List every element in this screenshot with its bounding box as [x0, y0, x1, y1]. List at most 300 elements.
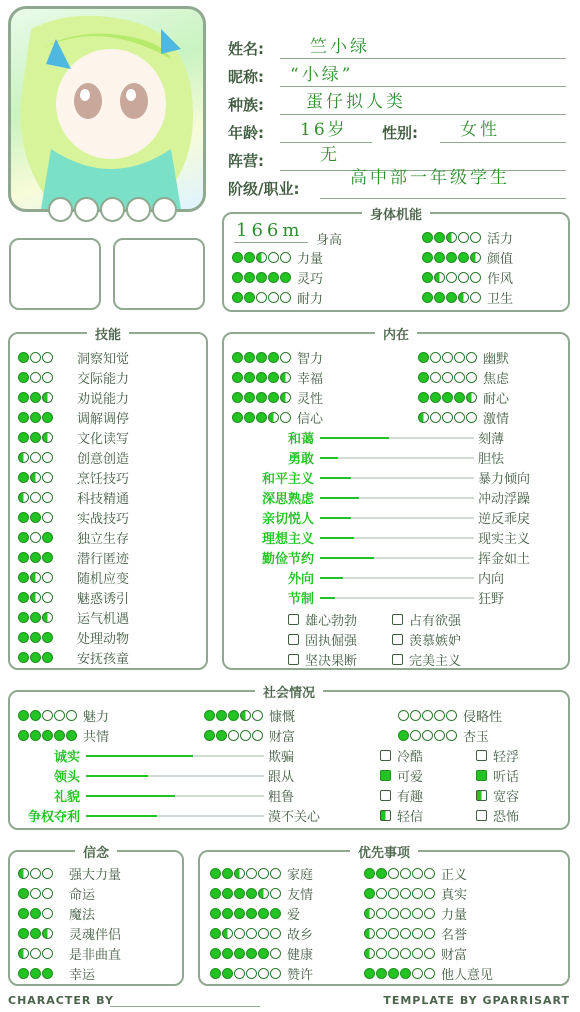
rating-dot — [222, 968, 233, 979]
rating-dot — [42, 472, 53, 483]
inner-slider-fill — [320, 437, 389, 439]
rating-dot — [376, 888, 387, 899]
inner-slider-track[interactable] — [320, 497, 474, 499]
rating-dots — [18, 412, 53, 423]
rating-dots — [18, 908, 53, 919]
rating-dot — [30, 928, 41, 939]
height-value: 166m — [236, 220, 304, 241]
rating-dot — [204, 710, 215, 721]
rating-dot — [42, 908, 53, 919]
rating-dot — [210, 868, 221, 879]
rating-dot — [18, 392, 29, 403]
inner-check[interactable] — [392, 610, 461, 629]
belief-item-label: 魔法 — [69, 908, 96, 923]
rating-dot — [30, 532, 41, 543]
rating-dot — [30, 612, 41, 623]
rating-dot — [30, 652, 41, 663]
rating-dot — [470, 272, 481, 283]
rating-dot — [470, 252, 481, 263]
rating-dot — [434, 232, 445, 243]
social-check[interactable] — [380, 766, 423, 785]
rating-dot — [244, 252, 255, 263]
social-check-label: 轻信 — [397, 810, 424, 825]
rating-dot — [364, 908, 375, 919]
character-portrait-image — [11, 9, 203, 209]
race-value: 蛋仔拟人类 — [306, 92, 406, 112]
rating-dot — [244, 352, 255, 363]
rating-dots — [18, 452, 53, 463]
checkbox-icon[interactable] — [380, 790, 391, 801]
social-slider-track[interactable] — [86, 755, 264, 757]
inner-check-label: 固执倔强 — [305, 634, 358, 649]
rating-dot — [268, 252, 279, 263]
inner-check[interactable] — [288, 610, 357, 629]
rating-dot — [232, 272, 243, 283]
skills-panel-title: 技能 — [87, 324, 129, 343]
social-slider-left-label: 礼貌 — [53, 790, 80, 805]
rating-dot — [268, 292, 279, 303]
rating-dot — [42, 572, 53, 583]
rating-dot — [244, 392, 255, 403]
rating-dot — [222, 868, 233, 879]
inner-slider-track[interactable] — [320, 437, 474, 439]
priority-left — [210, 884, 313, 903]
rating-dot — [234, 888, 245, 899]
rating-dot — [434, 292, 445, 303]
skill-item-label: 洞察知觉 — [77, 352, 130, 367]
rating-dot — [376, 948, 387, 959]
inner-check[interactable] — [392, 630, 461, 649]
rating-dot — [422, 292, 433, 303]
priority-right — [364, 924, 467, 943]
rating-dot — [412, 928, 423, 939]
rating-dots — [210, 968, 281, 979]
rating-dots — [18, 532, 53, 543]
rating-dot — [258, 868, 269, 879]
social-panel-title: 社会情况 — [255, 682, 323, 701]
priority-left-label: 友情 — [287, 888, 314, 903]
checkbox-icon[interactable] — [392, 654, 403, 665]
rating-dot — [18, 472, 29, 483]
rating-dot — [400, 948, 411, 959]
inner-attr-right — [418, 368, 509, 387]
inner-slider-right-label: 内向 — [478, 572, 505, 587]
inner-attr-right-label: 焦虑 — [483, 372, 510, 387]
skill-item-label: 科技精通 — [77, 492, 130, 507]
rating-dots — [18, 928, 53, 939]
rating-dot — [232, 252, 243, 263]
rating-dot — [222, 888, 233, 899]
rating-dot — [270, 968, 281, 979]
rating-dot — [234, 948, 245, 959]
checkbox-icon[interactable] — [476, 810, 487, 821]
body-attr-vitality-label: 活力 — [487, 232, 514, 247]
gender-label: 性别: — [382, 124, 418, 142]
rating-dots — [232, 292, 291, 303]
inner-attr-left — [232, 368, 323, 387]
rating-dot — [446, 252, 457, 263]
rating-dots — [364, 948, 435, 959]
body-attr-strength — [232, 248, 323, 267]
inner-slider-track[interactable] — [320, 457, 474, 459]
body-attr-looks — [422, 248, 513, 267]
social-slider-fill — [86, 795, 175, 797]
rating-dot — [280, 292, 291, 303]
rating-dot — [240, 730, 251, 741]
rating-dots — [422, 272, 481, 283]
rating-dots — [18, 730, 77, 741]
rating-dot — [252, 710, 263, 721]
inner-slider-fill — [320, 477, 351, 479]
social-attr-charm — [18, 706, 109, 725]
body-attr-style — [422, 268, 513, 287]
rating-dot — [42, 492, 53, 503]
rating-dot — [268, 272, 279, 283]
checkbox-icon[interactable] — [392, 634, 403, 645]
body-attr-hygiene-label: 卫生 — [487, 292, 514, 307]
rating-dot — [246, 968, 257, 979]
skill-item-label: 独立生存 — [77, 532, 130, 547]
inner-check[interactable] — [288, 630, 357, 649]
inner-slider-track[interactable] — [320, 477, 474, 479]
rating-dot — [30, 472, 41, 483]
name-label: 姓名: — [228, 40, 264, 58]
social-check[interactable] — [476, 746, 519, 765]
rating-dot — [446, 232, 457, 243]
inner-slider-track[interactable] — [320, 557, 474, 559]
inner-slider-fill — [320, 457, 338, 459]
inner-attr-left-label: 智力 — [297, 352, 324, 367]
inner-attr-right-label: 耐心 — [483, 392, 510, 407]
rating-dot — [398, 730, 409, 741]
social-check[interactable] — [380, 786, 423, 805]
rating-dot — [42, 352, 53, 363]
social-check[interactable] — [476, 766, 519, 785]
priority-right — [364, 944, 467, 963]
rating-dot — [270, 948, 281, 959]
rating-dots — [18, 868, 53, 879]
belief-item-label: 幸运 — [69, 968, 96, 983]
rating-dot — [30, 710, 41, 721]
rating-dot — [256, 392, 267, 403]
skill-item-label: 安抚孩童 — [77, 652, 130, 667]
social-check[interactable] — [476, 786, 519, 805]
social-check-label: 宽容 — [493, 790, 520, 805]
rating-dot — [210, 928, 221, 939]
rating-dot — [364, 868, 375, 879]
inner-attr-right — [418, 408, 509, 427]
rating-dot — [18, 532, 29, 543]
social-slider-track[interactable] — [86, 775, 264, 777]
rating-dot — [240, 710, 251, 721]
inner-check[interactable] — [392, 650, 461, 669]
rating-dot — [270, 928, 281, 939]
inner-slider-track[interactable] — [320, 597, 474, 599]
rating-dot — [280, 252, 291, 263]
skill-item — [18, 368, 129, 387]
rating-dot — [18, 412, 29, 423]
rating-dots — [18, 352, 53, 363]
priorities-panel-title: 优先事项 — [350, 842, 418, 861]
inner-slider-track[interactable] — [320, 577, 474, 579]
rating-dot — [258, 968, 269, 979]
rating-dot — [18, 372, 29, 383]
rating-dot — [434, 272, 445, 283]
rating-dot — [232, 352, 243, 363]
rating-dot — [430, 412, 441, 423]
body-attr-agility — [232, 268, 323, 287]
inner-slider-fill — [320, 497, 359, 499]
inner-slider-left-label: 外向 — [287, 572, 314, 587]
rating-dot — [30, 948, 41, 959]
rating-dots — [18, 710, 77, 721]
rating-dot — [222, 908, 233, 919]
inner-attr-left-label: 幸福 — [297, 372, 324, 387]
rating-dot — [412, 948, 423, 959]
rating-dot — [18, 512, 29, 523]
rating-dot — [18, 632, 29, 643]
age-label: 年龄: — [228, 124, 264, 142]
inner-check-label: 雄心勃勃 — [305, 614, 358, 629]
body-attr-agility-label: 灵巧 — [297, 272, 324, 287]
social-slider-left-label: 领头 — [53, 770, 80, 785]
rating-dots — [18, 632, 53, 643]
priority-right — [364, 904, 467, 923]
rating-dots — [18, 612, 53, 623]
belief-item-label: 灵魂伴侣 — [69, 928, 122, 943]
rating-dot — [18, 612, 29, 623]
social-check-label: 可爱 — [397, 770, 424, 785]
inner-attr-right-label: 激情 — [483, 412, 510, 427]
social-check-label: 冷酷 — [397, 750, 424, 765]
rating-dot — [18, 432, 29, 443]
rating-dot — [42, 928, 53, 939]
priority-left — [210, 944, 313, 963]
checkbox-icon[interactable] — [392, 614, 403, 625]
rating-dot — [42, 710, 53, 721]
rating-dot — [256, 352, 267, 363]
rating-dot — [410, 710, 421, 721]
priority-left — [210, 904, 300, 923]
inner-check-label: 羡慕嫉妒 — [409, 634, 462, 649]
social-slider-fill — [86, 815, 157, 817]
rating-dot — [442, 392, 453, 403]
skill-item-label: 烹饪技巧 — [77, 472, 130, 487]
rating-dot — [466, 412, 477, 423]
rating-dot — [424, 908, 435, 919]
rating-dots — [18, 472, 53, 483]
rating-dots — [18, 948, 53, 959]
rating-dot — [30, 572, 41, 583]
body-attr-stamina-label: 耐力 — [297, 292, 324, 307]
social-attr-generosity-label: 慷慨 — [269, 710, 296, 725]
rating-dot — [216, 730, 227, 741]
skill-item — [18, 628, 129, 647]
inner-slider-left-label: 亲切悦人 — [261, 512, 314, 527]
rating-dots — [418, 352, 477, 363]
skill-item — [18, 548, 129, 567]
social-attr-xingyu-label: 杏玉 — [463, 730, 490, 745]
rating-dot — [244, 412, 255, 423]
inner-slider-right-label: 挥金如土 — [478, 552, 531, 567]
rating-dot — [66, 730, 77, 741]
checkbox-icon[interactable] — [288, 654, 299, 665]
belief-item — [18, 884, 95, 903]
rating-dot — [18, 888, 29, 899]
skill-item — [18, 648, 129, 667]
empty-box-left — [9, 238, 101, 310]
rating-dot — [18, 572, 29, 583]
rating-dot — [400, 968, 411, 979]
footer-credit-left: CHARACTER BY — [8, 994, 114, 1007]
checkbox-icon[interactable] — [288, 634, 299, 645]
social-check-label: 轻浮 — [493, 750, 520, 765]
checkbox-icon[interactable] — [380, 810, 391, 821]
rating-dots — [18, 432, 53, 443]
skill-item-label: 文化读写 — [77, 432, 130, 447]
rating-dot — [442, 412, 453, 423]
priority-right-label: 财富 — [441, 948, 468, 963]
checkbox-icon[interactable] — [476, 750, 487, 761]
rating-dots — [210, 928, 281, 939]
inner-slider-left-label: 和蔼 — [287, 432, 314, 447]
rating-dot — [442, 352, 453, 363]
social-attr-wealth — [204, 726, 295, 745]
rating-dot — [454, 392, 465, 403]
rating-dot — [268, 352, 279, 363]
job-value: 高中部一年级学生 — [350, 168, 510, 188]
rating-dot — [18, 452, 29, 463]
rating-dot — [446, 272, 457, 283]
priority-right-label: 力量 — [441, 908, 468, 923]
rating-dot — [424, 868, 435, 879]
rating-dot — [434, 710, 445, 721]
belief-item — [18, 964, 95, 983]
rating-dots — [18, 372, 53, 383]
belief-item — [18, 904, 95, 923]
rating-dot — [244, 292, 255, 303]
social-attr-aggression-label: 侵略性 — [463, 710, 503, 725]
rating-dots — [210, 888, 281, 899]
rating-dots — [422, 292, 481, 303]
social-check[interactable] — [380, 746, 423, 765]
portrait-bead-row — [48, 197, 177, 222]
social-attr-xingyu — [398, 726, 489, 745]
age-value: 16岁 — [300, 120, 348, 140]
priority-left-label: 健康 — [287, 948, 314, 963]
skill-item-label: 交际能力 — [77, 372, 130, 387]
rating-dots — [232, 252, 291, 263]
social-attr-empathy — [18, 726, 109, 745]
rating-dots — [210, 868, 281, 879]
rating-dot — [252, 730, 263, 741]
social-attr-aggression — [398, 706, 502, 725]
inner-slider-left-label: 节制 — [287, 592, 314, 607]
rating-dot — [30, 868, 41, 879]
inner-slider-track[interactable] — [320, 517, 474, 519]
rating-dot — [42, 652, 53, 663]
rating-dots — [18, 572, 53, 583]
rating-dot — [42, 512, 53, 523]
rating-dot — [418, 372, 429, 383]
skill-item — [18, 528, 129, 547]
skill-item-label: 调解调停 — [77, 412, 130, 427]
inner-panel-title: 内在 — [375, 324, 417, 343]
rating-dot — [42, 868, 53, 879]
social-slider-track[interactable] — [86, 815, 264, 817]
social-slider-left-label: 争权夺利 — [27, 810, 80, 825]
inner-check[interactable] — [288, 650, 357, 669]
inner-slider-left-label: 勇敢 — [287, 452, 314, 467]
rating-dot — [228, 730, 239, 741]
rating-dots — [232, 412, 291, 423]
rating-dot — [412, 868, 423, 879]
rating-dot — [400, 868, 411, 879]
camp-label: 阵营: — [228, 152, 264, 170]
rating-dot — [222, 948, 233, 959]
inner-check-label: 坚决果断 — [305, 654, 358, 669]
rating-dot — [244, 272, 255, 283]
priority-right-label: 他人意见 — [441, 968, 494, 983]
inner-slider-fill — [320, 577, 343, 579]
social-check[interactable] — [476, 806, 519, 825]
priority-left — [210, 924, 313, 943]
rating-dot — [30, 908, 41, 919]
checkbox-icon[interactable] — [288, 614, 299, 625]
rating-dot — [232, 292, 243, 303]
rating-dot — [246, 928, 257, 939]
body-attr-strength-label: 力量 — [297, 252, 324, 267]
inner-slider-left-label: 和平主义 — [261, 472, 314, 487]
rating-dot — [18, 908, 29, 919]
rating-dot — [466, 372, 477, 383]
rating-dot — [18, 352, 29, 363]
priority-right — [364, 964, 493, 983]
rating-dot — [388, 888, 399, 899]
rating-dot — [30, 592, 41, 603]
skill-item — [18, 428, 129, 447]
inner-attr-right — [418, 348, 509, 367]
skill-item-label: 劝说能力 — [77, 392, 130, 407]
inner-slider-track[interactable] — [320, 537, 474, 539]
skill-item-label: 潜行匿迹 — [77, 552, 130, 567]
social-check[interactable] — [380, 806, 423, 825]
rating-dot — [234, 928, 245, 939]
rating-dots — [364, 968, 435, 979]
social-slider-track[interactable] — [86, 795, 264, 797]
checkbox-icon[interactable] — [380, 770, 391, 781]
belief-item — [18, 864, 121, 883]
rating-dot — [244, 372, 255, 383]
rating-dot — [42, 532, 53, 543]
checkbox-icon[interactable] — [476, 770, 487, 781]
rating-dot — [18, 492, 29, 503]
rating-dot — [412, 888, 423, 899]
rating-dot — [280, 412, 291, 423]
checkbox-icon[interactable] — [380, 750, 391, 761]
rating-dots — [364, 868, 435, 879]
social-attr-wealth-label: 财富 — [269, 730, 296, 745]
body-attr-looks-label: 颜值 — [487, 252, 514, 267]
rating-dot — [268, 372, 279, 383]
rating-dot — [424, 888, 435, 899]
rating-dot — [270, 908, 281, 919]
rating-dot — [232, 412, 243, 423]
checkbox-icon[interactable] — [476, 790, 487, 801]
rating-dots — [18, 888, 53, 899]
rating-dot — [256, 292, 267, 303]
social-slider-right-label: 粗鲁 — [268, 790, 295, 805]
